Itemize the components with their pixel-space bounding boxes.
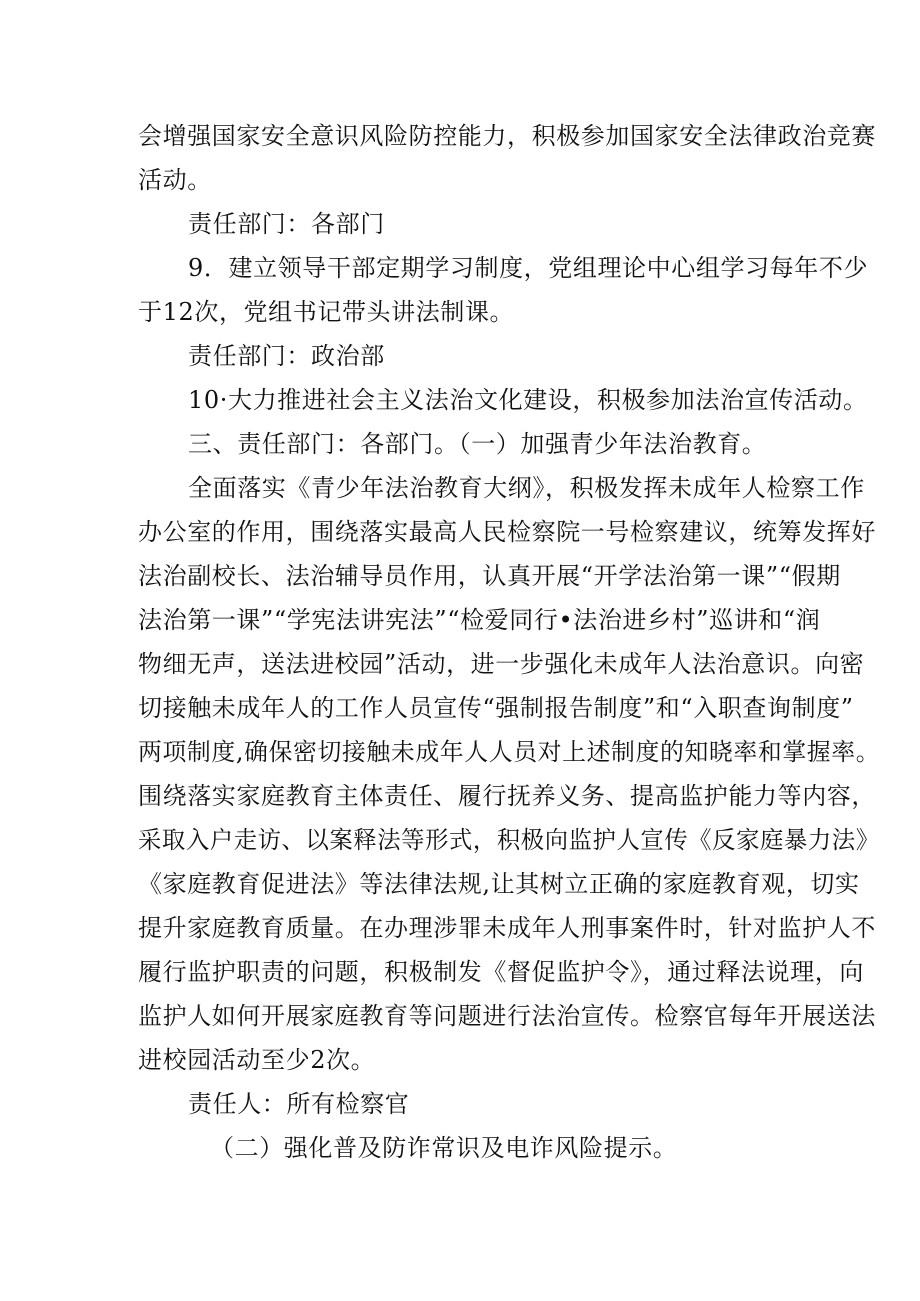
paragraph-line: 监护人如何开展家庭教育等问题进行法治宣传。检察官每年开展送法	[138, 1002, 876, 1030]
paragraph-line: 法治副校长、法治辅导员作用，认真开展“开学法治第一课”“假期	[138, 562, 841, 590]
subsection-heading: （二）强化普及防诈常识及电诈风险提示。	[210, 1134, 678, 1162]
paragraph-line: 履行监护职责的问题，积极制发《督促监护令》，通过释法说理，向	[138, 958, 864, 986]
paragraph-line: 采取入户走访、以案释法等形式，积极向监护人宣传《反家庭暴力法》	[138, 826, 880, 854]
paragraph-line: 办公室的作用，围绕落实最高人民检察院一号检察建议，统筹发挥好	[138, 518, 876, 546]
paragraph-line: 会增强国家安全意识风险防控能力，积极参加国家安全法律政治竞赛	[138, 122, 876, 150]
section-heading: 三、责任部门：各部门。（一）加强青少年法治教育。	[188, 430, 767, 458]
paragraph-line: 提升家庭教育质量。在办理涉罪未成年人刑事案件时，针对监护人不	[138, 914, 876, 942]
responsible-dept-line: 责任部门：政治部	[188, 342, 385, 370]
item-10-line: 10·大力推进社会主义法治文化建设，积极参加法治宣传活动。	[188, 386, 868, 414]
paragraph-line: 《家庭教育促进法》等法律法规,让其树立正确的家庭教育观，切实	[138, 870, 860, 898]
paragraph-line: 围绕落实家庭教育主体责任、履行抚养义务、提高监护能力等内容，	[138, 782, 876, 810]
paragraph-line: 进校园活动至少2次。	[138, 1046, 376, 1074]
paragraph-line: 两项制度,确保密切接触未成年人人员对上述制度的知晓率和掌握率。	[138, 738, 881, 766]
paragraph-line: 全面落实《青少年法治教育大纲》，积极发挥未成年人检察工作	[188, 474, 865, 502]
paragraph-line: 法治第一课”“学宪法讲宪法”“检爱同行•法治进乡村”巡讲和“润	[138, 606, 821, 634]
item-9-line: 9．建立领导干部定期学习制度，党组理论中心组学习每年不少	[188, 254, 869, 282]
responsible-person-line: 责任人：所有检察官	[188, 1090, 410, 1118]
paragraph-line: 活动。	[138, 166, 212, 194]
paragraph-line: 于12次，党组书记带头讲法制课。	[138, 298, 515, 326]
responsible-dept-line: 责任部门：各部门	[188, 210, 385, 238]
paragraph-line: 物细无声，送法进校园”活动，进一步强化未成年人法治意识。向密	[138, 650, 865, 678]
paragraph-line: 切接触未成年人的工作人员宣传“强制报告制度”和“入职查询制度”	[138, 694, 854, 722]
